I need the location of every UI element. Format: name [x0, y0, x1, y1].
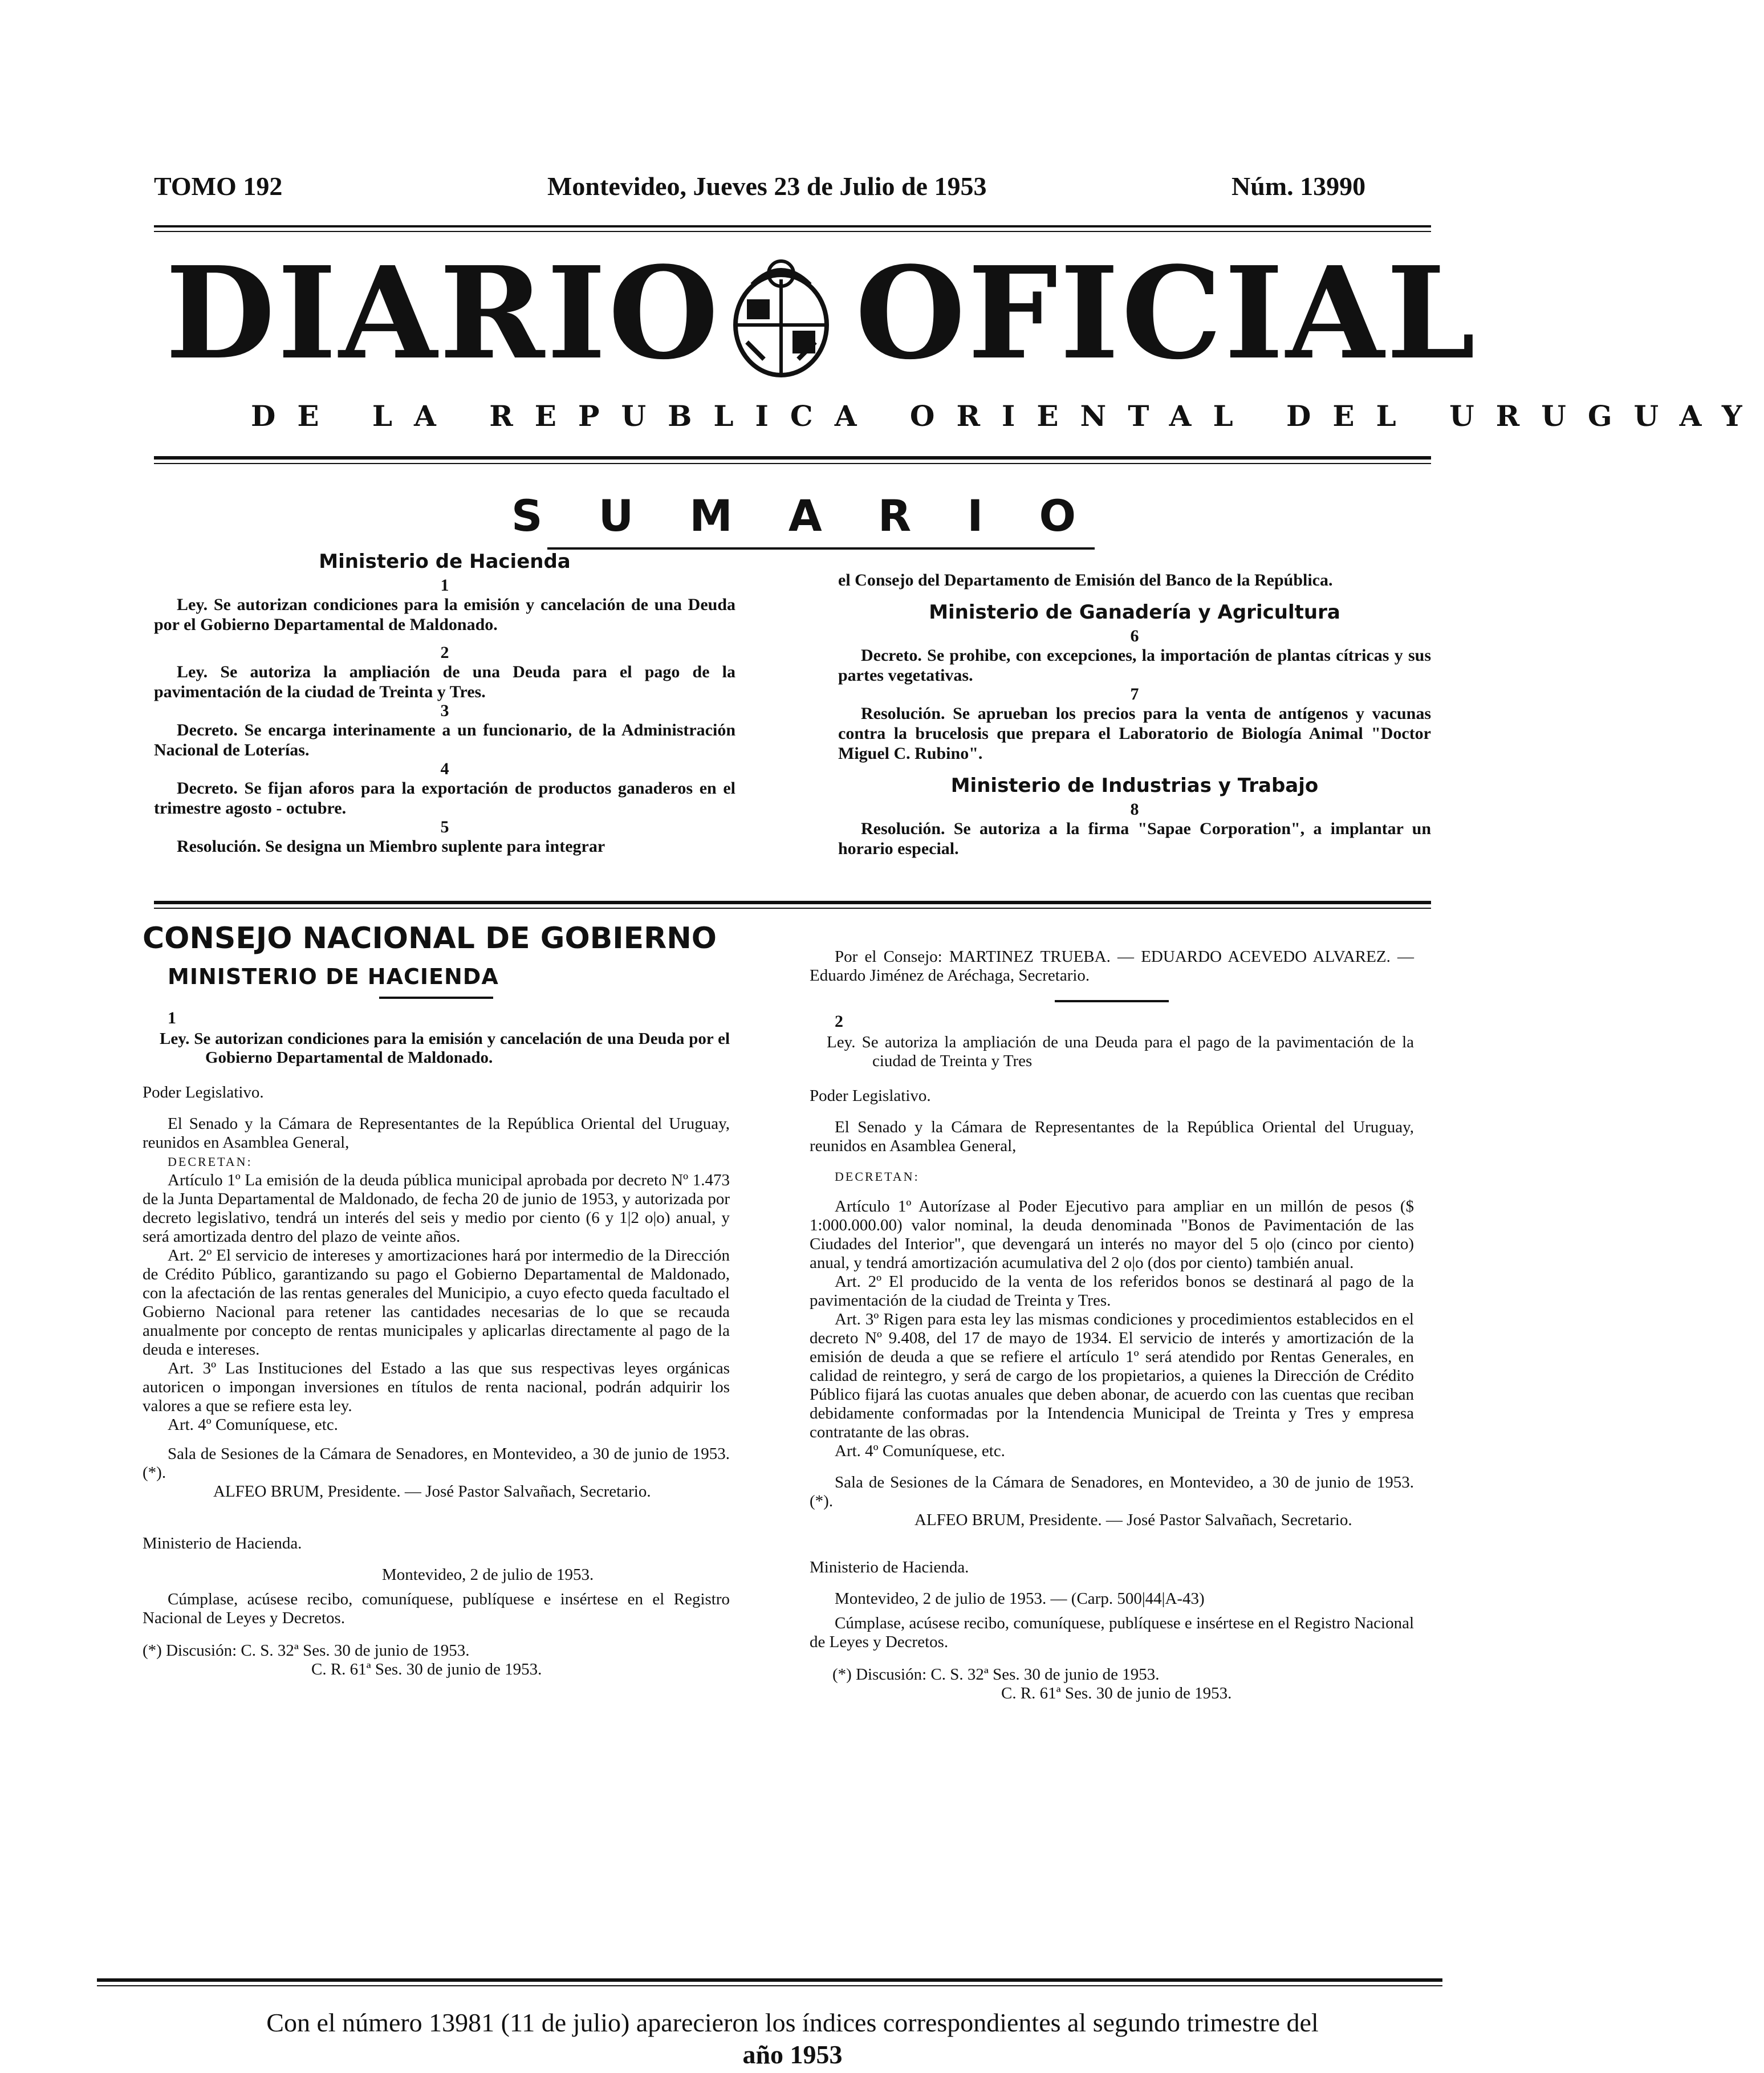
- sumario-item-7: [838, 685, 1431, 763]
- short-rule: [1055, 1000, 1169, 1002]
- left-column: [143, 921, 730, 1679]
- coat-of-arms-icon: [713, 251, 850, 382]
- signers: ALFEO BRUM, Presidente. — José Pastor Salvañach, Secretario.: [914, 1511, 1352, 1529]
- sumario-item-2: [154, 644, 735, 702]
- footnote-1: (*) Discusión: C. S. 32ª Ses. 30 de junio de 1953.: [832, 1665, 1160, 1684]
- sumario-item-kind: Resolución.: [861, 819, 945, 838]
- sumario-item-number: 4: [440, 759, 449, 778]
- footnote-2: C. R. 61ª Ses. 30 de junio de 1953.: [311, 1660, 542, 1678]
- footnote-1: (*) Discusión: C. S. 32ª Ses. 30 de junio de 1953.: [143, 1641, 470, 1660]
- issue-number: Núm. 13990: [1231, 172, 1366, 201]
- sumario-item-text: Se autorizan condiciones para la emisión y cancelación de una Deuda por el Gobierno Departamental de Maldonado.: [154, 595, 736, 634]
- sumario-title: SUMARIO: [511, 490, 1132, 541]
- top-rule-thin: [154, 231, 1431, 232]
- sumario-item-number: 5: [440, 818, 449, 836]
- sumario-item-kind: Resolución.: [177, 837, 261, 856]
- law-title: Ley. Se autorizan condiciones para la emisión y cancelación de una Deuda por el Gobierno Departamental de Maldonado.: [160, 1030, 730, 1067]
- sumario-item-kind: Decreto.: [177, 779, 238, 798]
- sumario-item-kind: Decreto.: [177, 721, 238, 739]
- sumario-item-kind: Resolución.: [861, 704, 945, 723]
- poder-legislativo: Poder Legislativo.: [143, 1083, 264, 1101]
- article-2: Art. 2º El servicio de intereses y amortizaciones hará por intermedio de la Dirección de Crédito Público, garantizando su pago el Gobierno Departamental de Maldonado, con la afectación de las rentas generales del Municipio, a cuyo efecto queda facultado el Gobierno Nacional para retener las cantidades necesarias de lo que se recauda anualmente por concepto de rentas municipales y aplicarlas directamente al pago de la deuda e intereses.: [143, 1246, 730, 1359]
- sumario-left: [154, 552, 735, 856]
- decree-date: Montevideo, 2 de julio de 1953. — (Carp. 500|44|A-43): [835, 1590, 1205, 1608]
- sumario-item-6: [838, 627, 1431, 685]
- sumario-bottom-rule-thin: [154, 908, 1431, 909]
- footer-line-2: año 1953: [742, 2040, 843, 2069]
- footer-rule: [97, 1978, 1442, 1982]
- sumario-bottom-rule: [154, 901, 1431, 904]
- sumario-item-text: Se fijan aforos para la exportación de productos ganaderos en el trimestre agosto - octubre.: [154, 779, 735, 818]
- cumplase: Cúmplase, acúsese recibo, comuníquese, publíquese e insértese en el Registro Nacional de Leyes y Decretos.: [143, 1590, 730, 1627]
- sumario-item-number: 2: [440, 643, 449, 662]
- sumario-ministry-hacienda: Ministerio de Hacienda: [319, 550, 571, 573]
- sumario-item-text: Se aprueban los precios para la venta de antígenos y vacunas contra la brucelosis que prepara el Laboratorio de Biología Animal "Doctor Miguel C. Rubino".: [838, 704, 1431, 763]
- footer-rule-thin: [97, 1985, 1442, 1986]
- law-number: 1: [168, 1009, 176, 1027]
- decree-date: Montevideo, 2 de julio de 1953.: [382, 1566, 594, 1584]
- law-number: 2: [835, 1012, 843, 1031]
- masthead-word-oficial: OFICIAL: [855, 239, 1478, 388]
- ministry-heading: MINISTERIO DE HACIENDA: [168, 964, 499, 989]
- sumario-item-3: [154, 702, 735, 760]
- sumario-underline: [547, 547, 1095, 550]
- sumario-item-number: 7: [1130, 685, 1139, 704]
- law-title: Ley. Se autoriza la ampliación de una Deuda para el pago de la pavimentación de la ciudad de Treinta y Tres: [827, 1033, 1414, 1070]
- poder-legislativo: Poder Legislativo.: [810, 1087, 931, 1105]
- sumario-item-text: Se prohibe, con excepciones, la importación de plantas cítricas y sus partes vegetativas.: [838, 646, 1432, 685]
- volume-label: TOMO 192: [154, 172, 283, 201]
- masthead-rule-thin: [154, 463, 1431, 464]
- article-1: Artículo 1º Autorízase al Poder Ejecutivo para ampliar en un millón de pesos ($ 1:000.000.00) valor nominal, la deuda denominada "Bonos de Pavimentación de las Ciudades del Interior", que devengará un interés no mayor del 5 o|o (cinco por ciento) anual, y tendrá amortización acumulativa del 2 o|o (dos por ciento) también anual.: [810, 1197, 1414, 1272]
- sumario-item-8: [838, 800, 1431, 859]
- article-4: Art. 4º Comuníquese, etc.: [168, 1416, 338, 1434]
- masthead: [165, 239, 1478, 388]
- sumario-item-number: 6: [1130, 627, 1139, 645]
- por-el-consejo: Por el Consejo: MARTINEZ TRUEBA. — EDUARDO ACEVEDO ALVAREZ. — Eduardo Jiménez de Aréchaga, Secretario.: [810, 948, 1414, 985]
- council-heading: CONSEJO NACIONAL DE GOBIERNO: [143, 921, 717, 956]
- sumario-item-number: 3: [440, 701, 449, 720]
- ministry-footer: Ministerio de Hacienda.: [143, 1534, 302, 1552]
- footnote-2: C. R. 61ª Ses. 30 de junio de 1953.: [1001, 1684, 1232, 1702]
- top-rule: [154, 225, 1431, 227]
- masthead-rule: [154, 456, 1431, 460]
- masthead-word-diario: DIARIO: [165, 239, 721, 388]
- sumario-item-kind: Ley.: [177, 662, 208, 681]
- signers: ALFEO BRUM, Presidente. — José Pastor Salvañach, Secretario.: [213, 1482, 651, 1501]
- sala-sesiones: Sala de Sesiones de la Cámara de Senadores, en Montevideo, a 30 de junio de 1953. (*).: [143, 1445, 730, 1482]
- sumario-ministry-industrias: Ministerio de Industrias y Trabajo: [950, 774, 1319, 797]
- right-column: [810, 948, 1414, 1703]
- decretan-label: DECRETAN:: [168, 1155, 253, 1169]
- sumario-item-4: [154, 760, 735, 818]
- footer-notice: [86, 2007, 1499, 2071]
- sumario-item-5: [154, 818, 735, 856]
- article-4: Art. 4º Comuníquese, etc.: [835, 1442, 1005, 1460]
- sumario-continuation: el Consejo del Departamento de Emisión del Banco de la República.: [838, 571, 1333, 590]
- sumario-item-number: 8: [1130, 800, 1139, 819]
- sumario-item-kind: Ley.: [177, 595, 208, 614]
- sumario-ministry-ganaderia: Ministerio de Ganadería y Agricultura: [929, 601, 1340, 624]
- sumario-right: [838, 570, 1431, 859]
- sumario-item-text: Se autoriza la ampliación de una Deuda para el pago de la pavimentación de la ciudad de Treinta y Tres.: [154, 662, 736, 701]
- intro-paragraph: El Senado y la Cámara de Representantes de la República Oriental del Uruguay, reunidos en Asamblea General,: [143, 1115, 730, 1152]
- intro-paragraph: El Senado y la Cámara de Representantes de la República Oriental del Uruguay, reunidos en Asamblea General,: [810, 1118, 1414, 1155]
- footer-line-1: Con el número 13981 (11 de julio) aparecieron los índices correspondientes al segundo trimestre del: [266, 2008, 1319, 2037]
- article-3: Art. 3º Las Instituciones del Estado a las que sus respectivas leyes orgánicas autoricen o impongan inversiones en títulos de renta nacional, podrán adquirir los valores a que se refiere esta ley.: [143, 1359, 730, 1415]
- article-1: Artículo 1º La emisión de la deuda pública municipal aprobada por decreto Nº 1.473 de la Junta Departamental de Maldonado, de fecha 20 de junio de 1953, y autorizada por decreto legislativo, tendrá un interés del seis y medio por ciento (6 y 1|2 o|o) anual, y será amortizada dentro del plazo de veinte años.: [143, 1171, 730, 1246]
- sumario-item-text: Se designa un Miembro suplente para integrar: [265, 837, 605, 856]
- issue-date: Montevideo, Jueves 23 de Julio de 1953: [547, 172, 987, 201]
- article-3: Art. 3º Rigen para esta ley las mismas condiciones y procedimientos establecidos en el decreto Nº 9.408, del 17 de mayo de 1934. El servicio de interés y amortización de la emisión de deuda a que se refiere el artículo 1º será atendido por Rentas Generales, en calidad de reintegro, y será de cargo de los propietarios, a quienes la Dirección de Crédito Público fijará las cuotas anuales que deben abonar, de acuerdo con las cuentas que reciban debidamente conformadas por la Intendencia Municipal de Treinta y Tres y empresa contratante de las obras.: [810, 1310, 1414, 1441]
- sumario-item-1: [154, 576, 735, 635]
- sumario-item-kind: Decreto.: [861, 646, 922, 665]
- sumario-item-text: Se encarga interinamente a un funcionario, de la Administración Nacional de Loterías.: [154, 721, 736, 759]
- sumario-item-text: Se autoriza a la firma "Sapae Corporation", a implantar un horario especial.: [838, 819, 1432, 858]
- cumplase: Cúmplase, acúsese recibo, comuníquese, publíquese e insértese en el Registro Nacional de Leyes y Decretos.: [810, 1614, 1414, 1651]
- short-rule: [379, 997, 493, 999]
- masthead-subtitle: DE LA REPUBLICA ORIENTAL DEL URUGUAY: [251, 399, 1764, 433]
- decretan-label: DECRETAN:: [835, 1169, 920, 1184]
- sala-sesiones: Sala de Sesiones de la Cámara de Senadores, en Montevideo, a 30 de junio de 1953. (*).: [810, 1473, 1414, 1510]
- ministry-footer: Ministerio de Hacienda.: [810, 1558, 969, 1576]
- article-2: Art. 2º El producido de la venta de los referidos bonos se destinará al pago de la pavimentación de la ciudad de Treinta y Tres.: [810, 1273, 1414, 1310]
- sumario-item-number: 1: [440, 576, 449, 595]
